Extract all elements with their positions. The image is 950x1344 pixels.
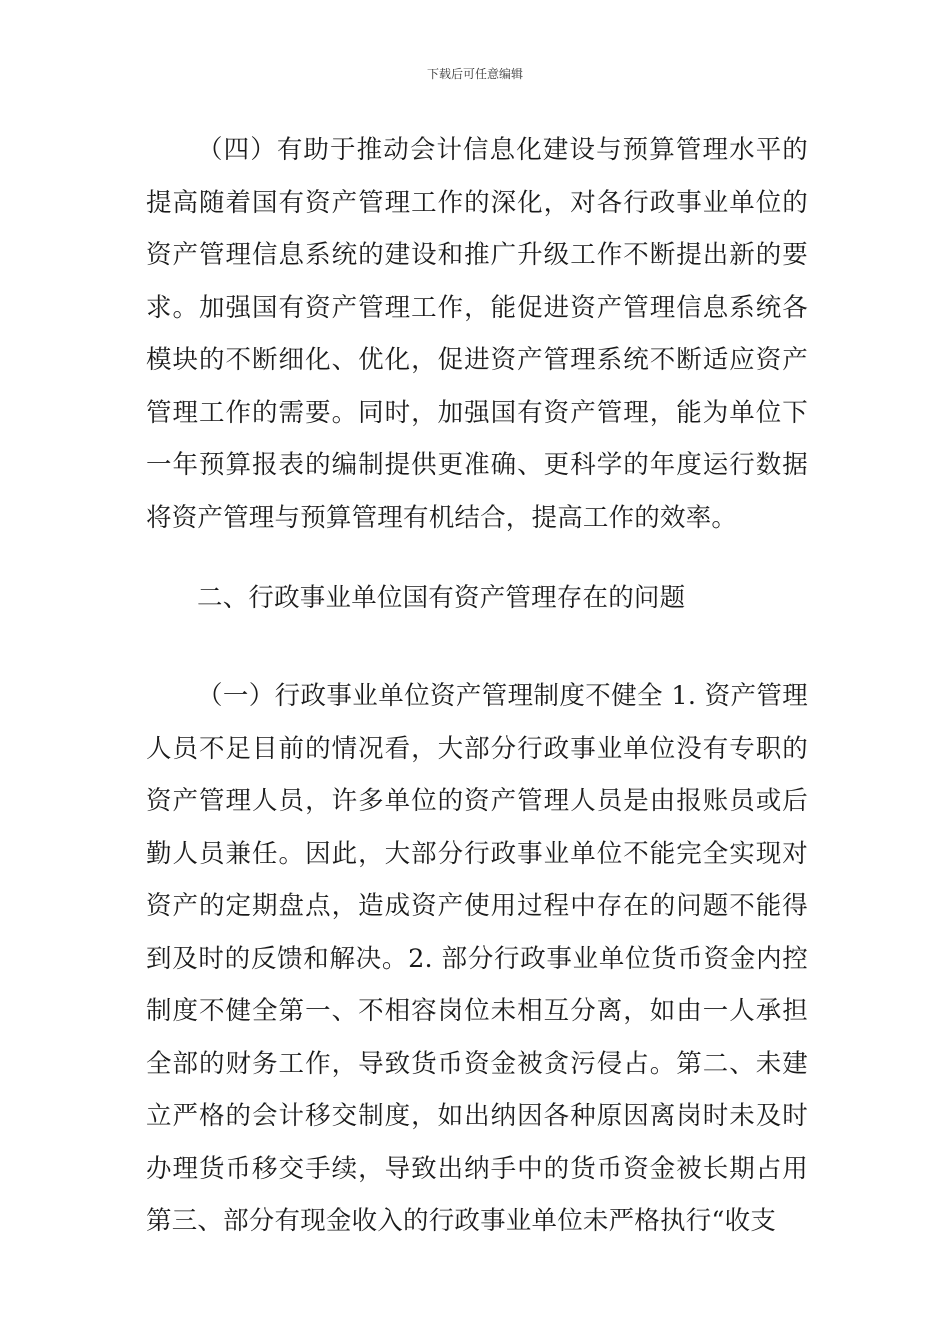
- paragraph-four: （四）有助于推动会计信息化建设与预算管理水平的提高随着国有资产管理工作的深化，对各行政事业单位的资产管理信息系统的建设和推广升级工作不断提出新的要求。加强国有资产管理工作，能促进资产管理信息系统各模块的不断细化、优化，促进资产管理系统不断适应资产管理工作的需要。同时，加强国有资产管理，能为单位下一年预算报表的编制提供更准确、更科学的年度运行数据将资产管理与预算管理有机结合，提高工作的效率。: [146, 135, 808, 533]
- paragraph-one: （一）行政事业单位资产管理制度不健全 1. 资产管理人员不足目前的情况看，大部分行政事业单位没有专职的资产管理人员，许多单位的资产管理人员是由报账员或后勤人员兼任。因此，大部分行政事业单位不能完全实现对资产的定期盘点，造成资产使用过程中存在的问题不能得到及时的反馈和解决。2. 部分行政事业单位货币资金内控制度不健全第一、不相容岗位未相互分离，如由一人承担全部的财务工作，导致货币资金被贪污侵占。第二、未建立严格的会计移交制度，如出纳因各种原因离岗时未及时办理货币移交手续，导致出纳手中的货币资金被长期占用第三、部分有现金收入的行政事业单位未严格执行“收支: [146, 681, 808, 1236]
- section-heading: 二、行政事业单位国有资产管理存在的问题: [197, 583, 686, 613]
- page-header: 下载后可任意编辑: [426, 67, 523, 81]
